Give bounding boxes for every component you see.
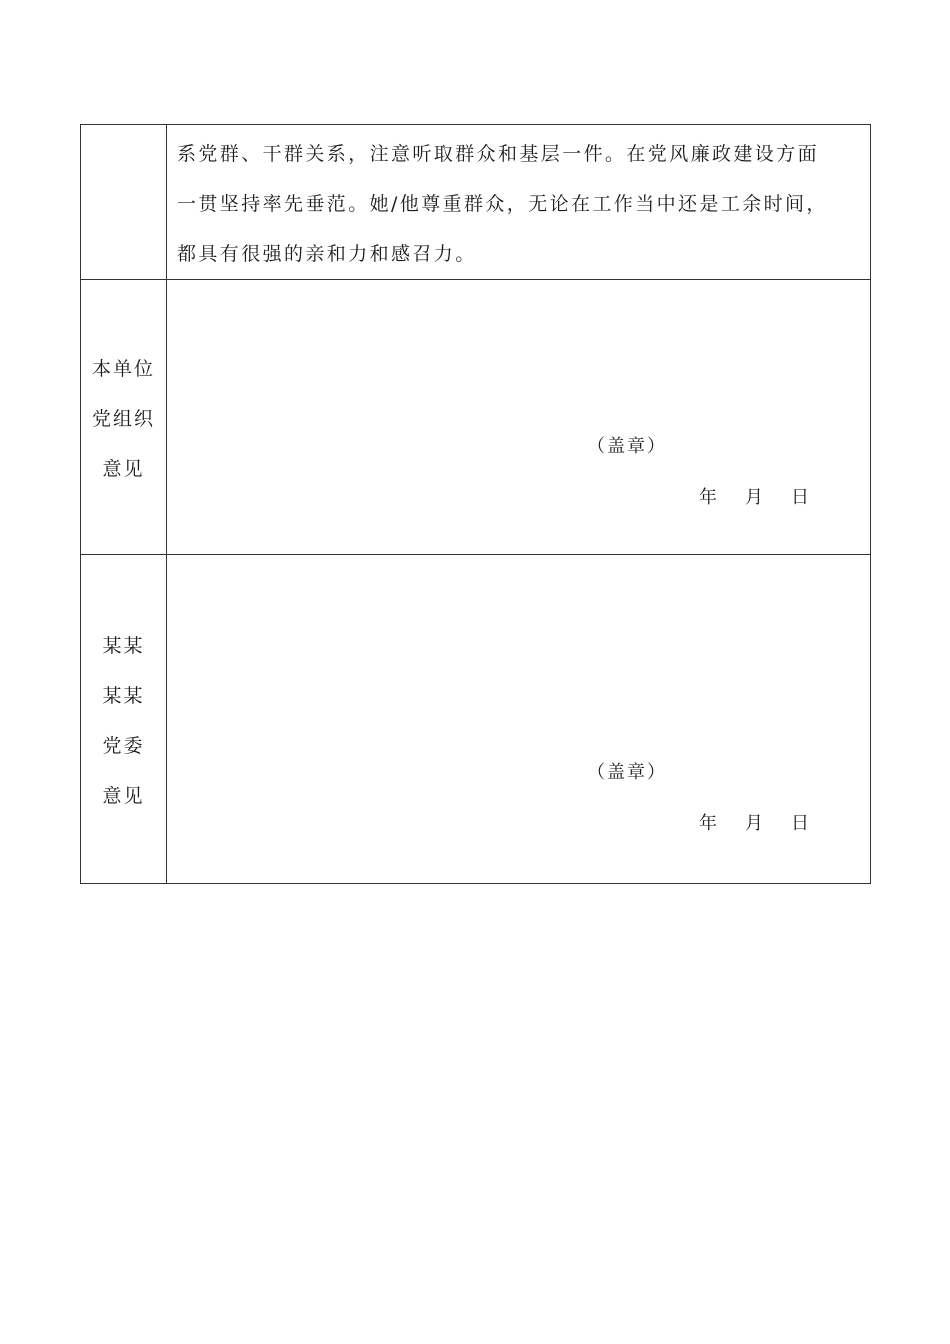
committee-date-line — [699, 809, 837, 835]
continuation-line-1: 系党群、干群关系，注意听取群众和基层一件。在党风廉政建设方面 — [177, 143, 820, 165]
committee-seal-label: （盖章） — [587, 762, 667, 783]
continuation-line-2: 一贯坚持率先垂范。她/他尊重群众，无论在工作当中还是工余时间， — [177, 193, 828, 215]
unit-label-line-2: 党组织 — [91, 408, 155, 430]
committee-date-day: 日 — [791, 813, 809, 834]
unit-seal-label: （盖章） — [587, 436, 667, 457]
committee-label-line-4: 意见 — [102, 785, 145, 807]
unit-party-opinion-content-cell[interactable] — [167, 280, 871, 555]
committee-label-line-3: 党委 — [102, 735, 145, 757]
committee-date-month: 月 — [745, 813, 763, 834]
unit-party-opinion-label — [81, 344, 166, 494]
unit-date-line — [699, 483, 837, 509]
committee-opinion-label-cell — [81, 555, 167, 884]
committee-opinion-row — [81, 555, 871, 884]
unit-date-month: 月 — [745, 487, 763, 508]
unit-party-opinion-label-cell — [81, 280, 167, 555]
committee-opinion-label — [81, 621, 166, 821]
opinion-form-table — [80, 124, 871, 884]
committee-date-year: 年 — [699, 813, 717, 834]
committee-label-line-2: 某某 — [102, 685, 145, 707]
unit-label-line-3: 意见 — [102, 458, 145, 480]
unit-date-year: 年 — [699, 487, 717, 508]
unit-label-line-1: 本单位 — [91, 358, 155, 380]
unit-party-opinion-row — [81, 280, 871, 555]
continuation-line-3: 都具有很强的亲和力和感召力。 — [177, 243, 477, 265]
continuation-text-cell — [167, 125, 871, 280]
committee-label-line-1: 某某 — [102, 635, 145, 657]
empty-label-cell — [81, 125, 167, 280]
continuation-row — [81, 125, 871, 280]
committee-opinion-content-cell[interactable] — [167, 555, 871, 884]
unit-date-day: 日 — [791, 487, 809, 508]
continuation-paragraph — [167, 125, 870, 279]
